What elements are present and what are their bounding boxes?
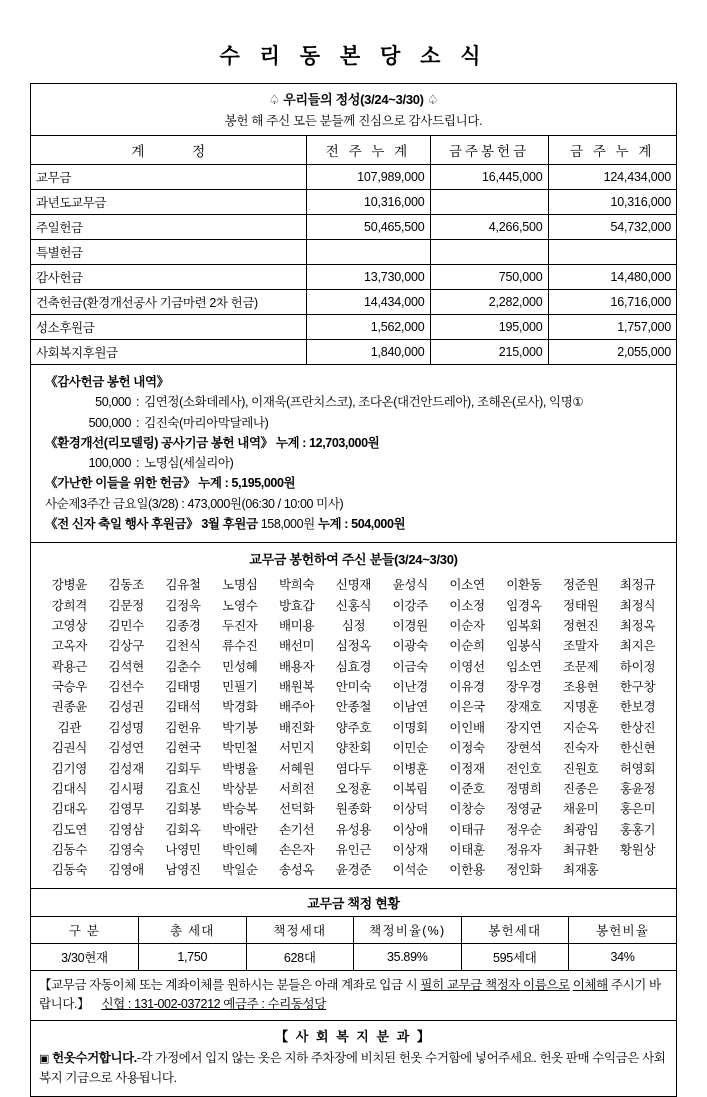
- donor-row: [41, 676, 666, 696]
- donor-name: 원종화: [335, 802, 372, 817]
- finance-cell-this-week: 750,000: [430, 265, 548, 290]
- thanks-line: 50,000 : 김연정(소화데레사), 이재욱(프란치스코), 조다온(대건안드레아), 조해온(로사), 익명①: [45, 392, 662, 412]
- donor-name: 송성옥: [278, 863, 315, 878]
- donor-name: 김권식: [51, 741, 88, 756]
- donor-name: 서희전: [278, 781, 315, 796]
- finance-cell-this-week: 4,266,500: [430, 215, 548, 240]
- finance-cell-account: 교무금: [31, 165, 306, 190]
- donor-name: 이강주: [392, 598, 428, 613]
- donor-row: [41, 757, 666, 777]
- donor-row: [41, 819, 666, 839]
- feast-total-label: 누계 :: [317, 516, 349, 531]
- donors-table: [41, 574, 666, 880]
- donor-name: 홍홍기: [619, 822, 656, 837]
- offering-details-block: [30, 365, 677, 543]
- finance-cell-account: 사회복지후원금: [31, 340, 306, 365]
- donor-name: 김문정: [108, 598, 144, 613]
- donor-name: 손은자: [278, 843, 315, 858]
- finance-cell-this-week: [430, 190, 548, 215]
- donor-name: 정영균: [506, 802, 542, 817]
- donor-name: 안미숙: [335, 680, 372, 695]
- donor-name: 김헌유: [165, 720, 201, 735]
- finance-cell-total: 14,480,000: [548, 265, 676, 290]
- donor-name: 심정옥: [335, 639, 372, 654]
- donor-name: 강희격: [51, 598, 88, 613]
- donor-name: 채윤미: [563, 802, 599, 817]
- remodel-line: 100,000 : 노명심(세실리아): [45, 453, 662, 473]
- donor-name: 김기영: [51, 761, 88, 776]
- poor-total-label: 누계 :: [198, 476, 229, 491]
- donor-name: 이정숙: [449, 741, 485, 756]
- donor-name: 이은국: [449, 700, 485, 715]
- stats-header-row-cell-4: 봉헌세대: [461, 917, 569, 944]
- feast-month-label: 3월 후원금: [201, 516, 258, 531]
- feast-heading: 《전 신자 축일 행사 후원금》: [45, 516, 199, 531]
- finance-cell-total: 10,316,000: [548, 190, 676, 215]
- donor-name: 노영수: [222, 598, 258, 613]
- stats-title: 교무금 책정 현황: [31, 889, 676, 917]
- feast-month-amount: 158,000원: [260, 516, 315, 531]
- table-row: [31, 190, 676, 215]
- donor-name: 김회봉: [165, 802, 201, 817]
- welfare-text: -각 가정에서 입지 않는 옷은 지하 주차장에 비치된 헌옷 수거함에 넣어주세요. 헌옷 판매 수익금은 사회복지 기금으로 사용됩니다.: [39, 1051, 666, 1085]
- thanks-line: 500,000 : 김진숙(마리아막달레나): [45, 413, 662, 433]
- donor-name: 김종경: [165, 618, 201, 633]
- donor-name: 박경화: [222, 700, 258, 715]
- donor-name: 신홍식: [335, 598, 372, 613]
- donor-name: 고영상: [51, 618, 88, 633]
- welfare-block: [30, 1021, 677, 1097]
- donor-name: 김회두: [165, 761, 201, 776]
- donor-name: 이소정: [449, 598, 485, 613]
- donor-name: 이소연: [449, 578, 485, 593]
- donor-name: 고옥자: [51, 639, 88, 654]
- transfer-notice: [31, 971, 676, 1021]
- donor-name: 이상덕: [392, 802, 428, 817]
- donor-name: 김도연: [51, 822, 88, 837]
- finance-cell-this-week: 16,445,000: [430, 165, 548, 190]
- donor-name: 정인화: [506, 863, 542, 878]
- finance-table: [31, 136, 676, 364]
- donor-name: 선덕화: [278, 802, 315, 817]
- donor-name: 이민순: [392, 741, 428, 756]
- donor-row: [41, 574, 666, 594]
- donor-name: 최정규: [619, 578, 656, 593]
- table-row: [31, 165, 676, 190]
- donor-name: 하이정: [619, 659, 656, 674]
- stats-block: [30, 889, 677, 971]
- donor-name: 류수진: [222, 639, 258, 654]
- finance-cell-account: 건축헌금(환경개선공사 기금마련 2차 헌금): [31, 290, 306, 315]
- donor-name: 홍은미: [619, 802, 656, 817]
- donor-name: 배용자: [278, 659, 315, 674]
- donor-name: 조용현: [563, 680, 599, 695]
- donor-name: 윤경준: [335, 863, 372, 878]
- donor-row: [41, 656, 666, 676]
- donor-name: 김석현: [108, 659, 144, 674]
- stats-header-row-cell-3: 책정비율(%): [354, 917, 462, 944]
- finance-cell-this-week: 215,000: [430, 340, 548, 365]
- donor-name: 안종철: [335, 700, 372, 715]
- donor-name: 이복림: [392, 781, 428, 796]
- donors-title: 교무금 봉헌하여 주신 분들(3/24~3/30): [249, 552, 458, 567]
- donor-name: 이태규: [449, 822, 485, 837]
- donor-name: 배주아: [278, 700, 315, 715]
- donor-name: 이명회: [392, 720, 428, 735]
- donor-name: 이난경: [392, 680, 428, 695]
- finance-cell-this-week: 2,282,000: [430, 290, 548, 315]
- donor-name: 이상애: [392, 822, 428, 837]
- donor-name: 김대식: [51, 781, 88, 796]
- table-row: [31, 340, 676, 365]
- finance-col-total: 금 주 누 계: [548, 136, 676, 165]
- donor-name: [609, 859, 666, 879]
- finance-cell-account: 성소후원금: [31, 315, 306, 340]
- stats-header-row-cell-2: 책정세대: [246, 917, 354, 944]
- welfare-title: 【 사 회 복 지 분 과 】: [275, 1029, 432, 1045]
- donors-wrap: [31, 543, 676, 888]
- notice-account: 신협 : 131-002-037212 예금주 : 수리동성당: [101, 997, 326, 1011]
- donor-name: 장재호: [506, 700, 542, 715]
- donor-name: 황원상: [619, 843, 656, 858]
- donor-name: 이광숙: [392, 639, 428, 654]
- donor-name: 두진자: [222, 618, 258, 633]
- donor-name: 박기봉: [222, 720, 258, 735]
- donor-name: 김현국: [165, 741, 201, 756]
- donor-name: 임경옥: [506, 598, 542, 613]
- donor-name: 김춘수: [165, 659, 201, 674]
- finance-cell-prev-total: 107,989,000: [306, 165, 430, 190]
- table-row: [31, 240, 676, 265]
- finance-cell-total: 1,757,000: [548, 315, 676, 340]
- donor-name: 박인혜: [222, 843, 258, 858]
- donor-name: 김성명: [108, 720, 144, 735]
- donor-name: 김영숙: [108, 843, 144, 858]
- donor-name: 정현진: [563, 618, 599, 633]
- donor-name: 김영삼: [108, 822, 144, 837]
- finance-cell-prev-total: 1,840,000: [306, 340, 430, 365]
- stats-value-row-cell-5: 34%: [569, 943, 677, 970]
- donor-name: 지명훈: [563, 700, 599, 715]
- stats-value-row-cell-4: 595세대: [461, 943, 569, 970]
- table-row: [31, 215, 676, 240]
- donor-name: 조문제: [563, 659, 599, 674]
- donor-name: 김선수: [108, 680, 144, 695]
- remodel-total: 12,703,000원: [309, 435, 380, 450]
- finance-cell-prev-total: 1,562,000: [306, 315, 430, 340]
- stats-value-row-cell-2: 628대: [246, 943, 354, 970]
- donor-name: 김효신: [165, 781, 201, 796]
- finance-cell-total: [548, 240, 676, 265]
- donor-name: 이경원: [392, 618, 428, 633]
- donor-name: 이한용: [449, 863, 485, 878]
- donor-name: 한신현: [619, 741, 656, 756]
- donor-name: 이상재: [392, 843, 428, 858]
- donor-name: 이병훈: [392, 761, 428, 776]
- donor-name: 김성재: [108, 761, 144, 776]
- donor-name: 박희숙: [278, 578, 315, 593]
- finance-cell-prev-total: 13,730,000: [306, 265, 430, 290]
- donor-name: 곽용근: [51, 659, 88, 674]
- donor-name: 서혜원: [278, 761, 315, 776]
- donor-name: 김동수: [51, 843, 88, 858]
- remodel-heading: 《환경개선(리모델링) 공사기금 봉헌 내역》: [45, 435, 273, 450]
- donor-name: 심정: [341, 618, 366, 633]
- welfare-lead: 헌옷수거합니다.: [52, 1051, 137, 1066]
- donor-name: 박병율: [222, 761, 258, 776]
- poor-heading: 《가난한 이들을 위한 헌금》: [45, 476, 196, 491]
- notice-text-3: 이체해: [572, 977, 608, 992]
- donor-name: 이남연: [392, 700, 428, 715]
- donor-row: [41, 737, 666, 757]
- donor-name: 박일순: [222, 863, 258, 878]
- notice-text-1: 【교무금 자동이체 또는 계좌이체를 원하시는 분들은 아래 계좌로 입금 시: [39, 977, 418, 992]
- donor-name: 전인호: [506, 761, 542, 776]
- poor-note: 사순제3주간 금요일(3/28) : 473,000원(06:30 / 10:00 미사): [45, 496, 344, 511]
- offering-banner-heading: ♤ 우리들의 정성(3/24~3/30) ♤: [268, 92, 439, 107]
- remodel-total-label: 누계 :: [275, 435, 307, 450]
- donor-name: 이유경: [449, 680, 485, 695]
- donor-name: 강병윤: [51, 578, 88, 593]
- finance-cell-prev-total: 14,434,000: [306, 290, 430, 315]
- finance-cell-this-week: 195,000: [430, 315, 548, 340]
- offering-details: [31, 365, 676, 542]
- poor-total: 5,195,000원: [231, 476, 296, 491]
- welfare-body: [31, 1049, 676, 1096]
- donor-name: 진원호: [563, 761, 599, 776]
- offering-banner-subheading: 봉헌 해 주신 모든 분들께 진심으로 감사드립니다.: [224, 114, 483, 128]
- donor-name: 국승우: [51, 680, 88, 695]
- donor-name: 윤성식: [392, 578, 428, 593]
- donor-name: 장지연: [506, 720, 542, 735]
- donor-name: 권종윤: [51, 700, 88, 715]
- notice-block: [30, 971, 677, 1022]
- donor-name: 서민지: [278, 741, 315, 756]
- donor-name: 김상구: [108, 639, 144, 654]
- finance-cell-prev-total: 50,465,500: [306, 215, 430, 240]
- donor-name: 김태명: [165, 680, 201, 695]
- stats-value-row-cell-3: 35.89%: [354, 943, 462, 970]
- finance-cell-total: 2,055,000: [548, 340, 676, 365]
- finance-col-this-week: 금주봉헌금: [430, 136, 548, 165]
- thanks-amount: 500,000: [88, 415, 131, 430]
- thanks-heading: 《감사헌금 봉헌 내역》: [45, 375, 169, 389]
- donor-name: 민필기: [222, 680, 258, 695]
- finance-cell-account: 감사헌금: [31, 265, 306, 290]
- finance-cell-this-week: [430, 240, 548, 265]
- donor-name: 한보경: [619, 700, 656, 715]
- donor-name: 최지은: [619, 639, 656, 654]
- donor-name: 김동조: [108, 578, 144, 593]
- donor-row: [41, 635, 666, 655]
- donor-name: 조말자: [563, 639, 599, 654]
- finance-cell-prev-total: [306, 240, 430, 265]
- stats-value-row-cell-0: 3/30현재: [31, 943, 139, 970]
- donor-name: 노명심: [222, 578, 258, 593]
- donor-name: 이영선: [449, 659, 485, 674]
- donors-block: [30, 543, 677, 889]
- donor-name: 정우순: [506, 822, 542, 837]
- donor-name: 김회옥: [165, 822, 201, 837]
- donor-name: 신명재: [335, 578, 372, 593]
- donor-row: [41, 717, 666, 737]
- donor-name: 배선미: [278, 639, 315, 654]
- donor-name: 유인근: [335, 843, 372, 858]
- table-row: [31, 290, 676, 315]
- donor-name: 이창승: [449, 802, 485, 817]
- finance-cell-account: 과년도교무금: [31, 190, 306, 215]
- donor-name: 방효갑: [278, 598, 315, 613]
- donor-name: 이순희: [449, 639, 485, 654]
- donor-row: [41, 839, 666, 859]
- donor-name: 염다두: [335, 761, 372, 776]
- donor-name: 김동숙: [51, 863, 88, 878]
- donor-name: 나영민: [165, 843, 201, 858]
- donor-name: 임봉식: [506, 639, 542, 654]
- stats-value-row: [31, 943, 676, 970]
- finance-cell-account: 주일헌금: [31, 215, 306, 240]
- donor-name: 김천식: [165, 639, 201, 654]
- donor-name: 손기선: [278, 822, 315, 837]
- finance-cell-prev-total: 10,316,000: [306, 190, 430, 215]
- thanks-amount: 50,000: [95, 395, 131, 410]
- finance-col-prev-total: 전 주 누 계: [306, 136, 430, 165]
- donor-name: 허영회: [619, 761, 656, 776]
- feast-heading-line: [45, 514, 662, 534]
- stats-header-row-cell-0: 구 분: [31, 917, 139, 944]
- donor-name: 배원복: [278, 680, 315, 695]
- donor-name: 오정훈: [335, 781, 372, 796]
- stats-value-row-cell-1: 1,750: [139, 943, 247, 970]
- donor-row: [41, 615, 666, 635]
- donor-name: 진숙자: [563, 741, 599, 756]
- donor-name: 최정옥: [619, 618, 656, 633]
- table-row: [31, 315, 676, 340]
- donor-name: 지순옥: [563, 720, 599, 735]
- donor-name: 민성혜: [222, 659, 258, 674]
- donor-name: 이정재: [449, 761, 485, 776]
- donor-name: 김시평: [108, 781, 144, 796]
- donor-name: 장현석: [506, 741, 542, 756]
- stats-header-row-cell-1: 총 세대: [139, 917, 247, 944]
- donor-name: 유성용: [335, 822, 372, 837]
- donor-name: 임복회: [506, 618, 542, 633]
- remodel-heading-line: [45, 433, 662, 453]
- feast-total: 504,000원: [351, 516, 406, 531]
- finance-cell-account: 특별헌금: [31, 240, 306, 265]
- finance-cell-total: 16,716,000: [548, 290, 676, 315]
- donor-name: 김대옥: [51, 802, 88, 817]
- donor-name: 박승복: [222, 802, 258, 817]
- donor-name: 이환동: [506, 578, 542, 593]
- donor-name: 임소연: [506, 659, 542, 674]
- donor-row: [41, 594, 666, 614]
- donor-name: 이태훈: [449, 843, 485, 858]
- donor-name: 정명희: [506, 781, 542, 796]
- donor-name: 이인배: [449, 720, 485, 735]
- thanks-names: 김연정(소화데레사), 이재욱(프란치스코), 조다온(대건안드레아), 조해온(로사), 익명①: [144, 395, 584, 410]
- donor-name: 최정식: [619, 598, 656, 613]
- donor-name: 김민수: [108, 618, 144, 633]
- notice-text-4: 주시기 바랍니다.】: [39, 977, 661, 1011]
- thanks-names: 김진숙(마리아막달레나): [144, 415, 269, 430]
- finance-table-block: [30, 136, 677, 365]
- donor-name: 최광임: [563, 822, 599, 837]
- donor-name: 박민철: [222, 741, 258, 756]
- donor-name: 양주호: [335, 720, 372, 735]
- donor-name: 진종은: [563, 781, 599, 796]
- donor-name: 김정욱: [165, 598, 201, 613]
- table-row: [31, 265, 676, 290]
- donor-name: 이준호: [449, 781, 485, 796]
- donor-name: 남영진: [165, 863, 201, 878]
- donor-row: [41, 798, 666, 818]
- donor-row: [41, 859, 666, 879]
- donor-name: 김태석: [165, 700, 201, 715]
- donor-name: 이순자: [449, 618, 485, 633]
- donor-name: 이석순: [392, 863, 428, 878]
- page-title: 수 리 동 본 당 소 식: [219, 45, 488, 68]
- donor-name: 김유철: [165, 578, 201, 593]
- donor-name: 배진화: [278, 720, 315, 735]
- donor-name: 장우경: [506, 680, 542, 695]
- donor-row: [41, 778, 666, 798]
- offering-banner-block: [30, 83, 677, 136]
- donor-name: 김관: [57, 720, 82, 735]
- donor-name: 박애란: [222, 822, 258, 837]
- finance-col-account: 계 정: [31, 136, 306, 165]
- finance-cell-total: 54,732,000: [548, 215, 676, 240]
- donor-name: 심효경: [335, 659, 372, 674]
- remodel-names: 노명심(세실리아): [144, 456, 234, 470]
- donor-name: 한상진: [619, 720, 656, 735]
- donor-name: 정태원: [563, 598, 599, 613]
- filled-square-icon: ▣: [39, 1053, 49, 1066]
- donor-name: 김성권: [108, 700, 144, 715]
- notice-text-2: 필히 교무금 책정자 이름으로: [420, 977, 570, 992]
- donor-name: 배미용: [278, 618, 315, 633]
- donor-name: 홍윤정: [619, 781, 656, 796]
- stats-table: [31, 917, 676, 970]
- donor-name: 정준원: [563, 578, 599, 593]
- donor-name: 이금숙: [392, 659, 428, 674]
- donor-name: 정유자: [506, 843, 542, 858]
- stats-header-row: [31, 917, 676, 944]
- donor-name: 최재홍: [563, 863, 599, 878]
- finance-table-header-row: [31, 136, 676, 165]
- donor-name: 김성연: [108, 741, 144, 756]
- donor-name: 양찬회: [335, 741, 372, 756]
- donor-name: 김영애: [108, 863, 144, 878]
- donor-row: [41, 696, 666, 716]
- poor-heading-line: [45, 473, 662, 493]
- finance-cell-total: 124,434,000: [548, 165, 676, 190]
- stats-header-row-cell-5: 봉헌비율: [569, 917, 677, 944]
- donor-name: 김영무: [108, 802, 144, 817]
- remodel-amount: 100,000: [88, 456, 131, 470]
- donor-name: 한구창: [619, 680, 656, 695]
- donor-name: 박상분: [222, 781, 258, 796]
- donor-name: 최규환: [563, 843, 599, 858]
